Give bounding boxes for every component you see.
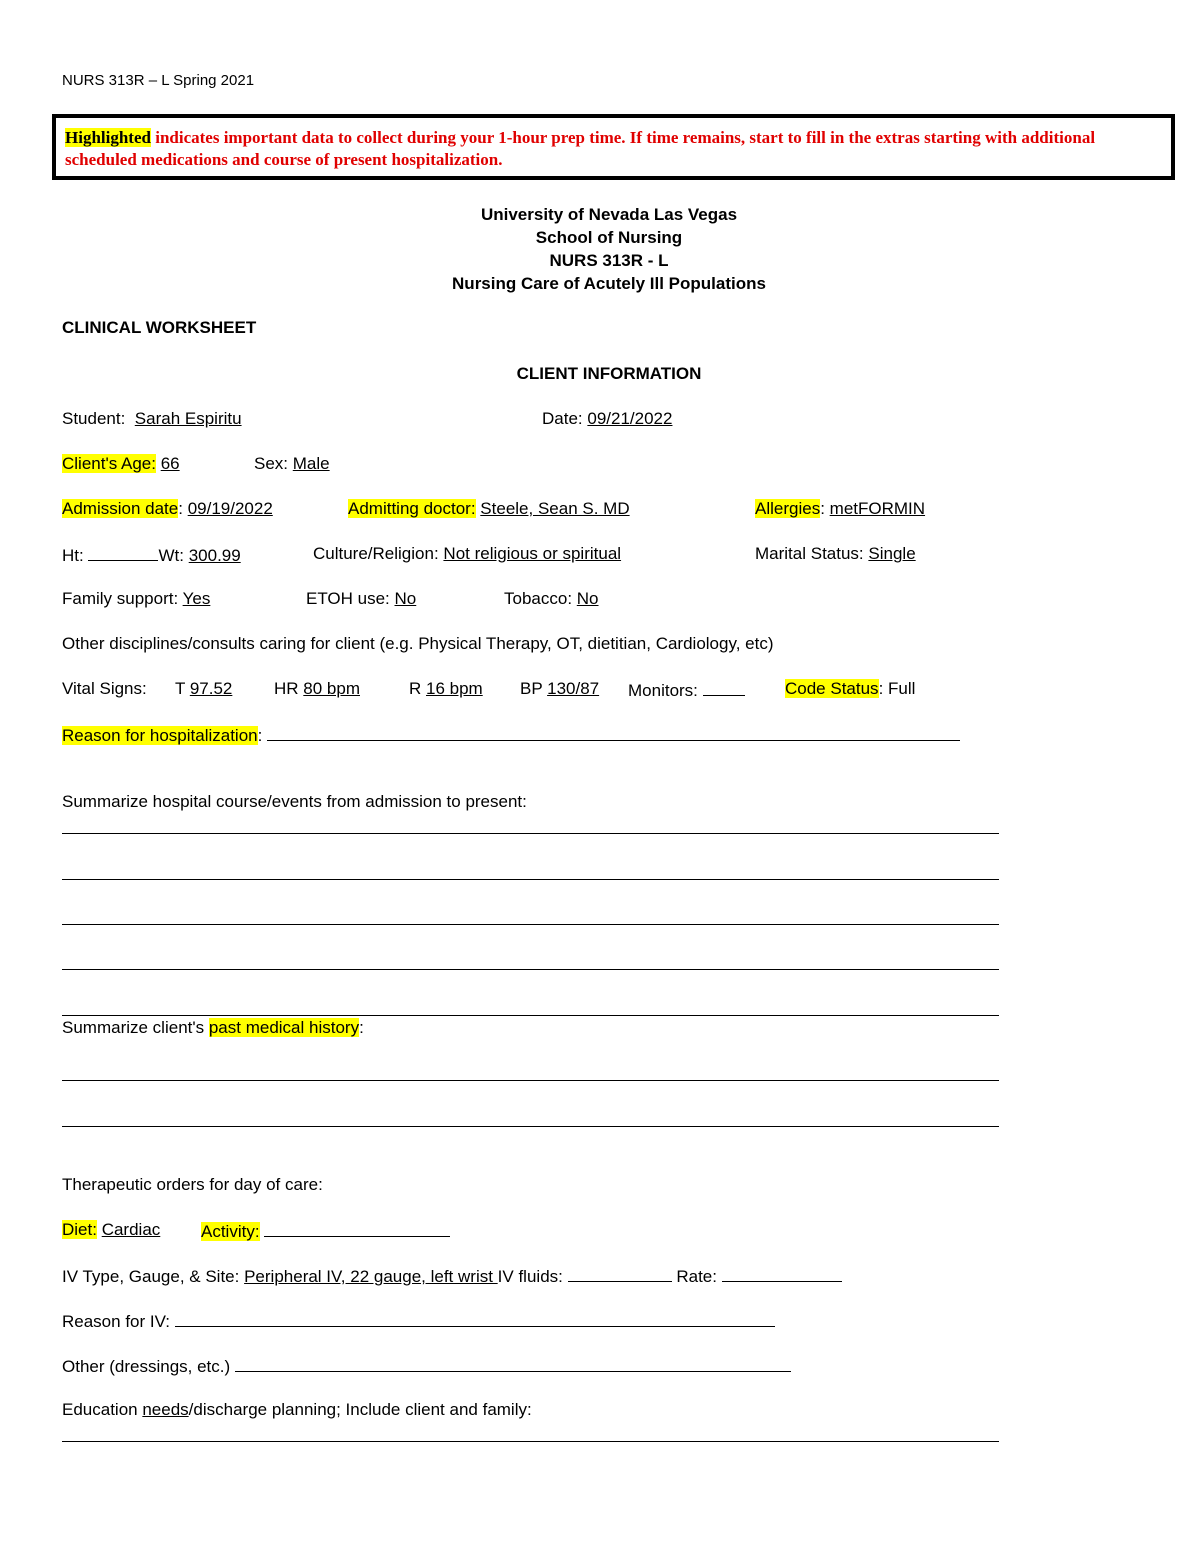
family-field [62,589,210,609]
admission-value: 09/19/2022 [187,499,273,518]
temp-field [175,679,232,699]
notice-body: indicates important data to collect during your 1-hour prep time. If time remains, start to fill in the extras starting with additional scheduled medications and course of present hospitalization. [65,128,1096,169]
family-value: Yes [182,589,211,608]
worksheet-title: CLINICAL WORKSHEET [62,318,257,337]
reason-iv-label: Reason for IV: [62,1312,171,1331]
height-label: Ht: [62,546,84,565]
doctor-field [348,499,630,519]
culture-label: Culture/Religion: [313,544,439,563]
temp-label: T [175,679,186,698]
weight-label: Wt: [158,546,184,565]
doctor-label: Admitting doctor: [348,499,476,518]
reason-hosp-field: Reason for hospitalization: [62,724,960,746]
age-label: Client's Age: [62,454,156,473]
bp-value: 130/87 [547,679,600,698]
pmh-field: Summarize client's past medical history: [62,1018,364,1037]
sex-value: Male [292,454,330,473]
vitals-label: Vital Signs: [62,679,147,698]
school-title: School of Nursing [535,228,683,247]
date-value: 09/21/2022 [587,409,673,428]
client-info-title: CLIENT INFORMATION [516,364,702,383]
course-term-header: NURS 313R – L Spring 2021 [62,72,255,89]
sex-field [254,454,330,474]
diet-field [62,1220,160,1240]
activity-field [201,1220,450,1242]
resp-label: R [409,679,422,698]
pmh-line-2 [62,1126,999,1127]
activity-label: Activity: [201,1222,260,1241]
tobacco-field [504,589,599,609]
hr-value: 80 bpm [303,679,360,698]
date-label: Date: [542,409,583,428]
etoh-field [306,589,416,609]
bp-label: BP [520,679,543,698]
other-label: Other (dressings, etc.) [62,1357,231,1376]
instruction-notice-text [65,127,1165,171]
hospital-course-label: Summarize hospital course/events from admission to present: [62,792,527,811]
reason-iv-field [62,1310,775,1332]
iv-label: IV Type, Gauge, & Site: [62,1267,240,1286]
height-weight-field [62,544,241,566]
iv-fluids-label: IV fluids: [497,1267,563,1286]
allergies-label: Allergies [755,499,821,518]
age-value: 66 [160,454,180,473]
hospital-course-line-4 [62,969,999,970]
hr-label: HR [274,679,299,698]
allergies-field: Allergies: metFORMIN [755,499,926,518]
culture-value: Not religious or spiritual [443,544,622,563]
reason-hosp-blank [267,724,960,741]
code-status-label: Code Status [785,679,879,698]
marital-field [755,544,916,564]
other-field [62,1355,791,1377]
disciplines-text: Other disciplines/consults caring for client (e.g. Physical Therapy, OT, dietitian, Cardiology, etc) [62,634,774,653]
education-needs: needs [142,1400,189,1419]
marital-label: Marital Status: [755,544,864,563]
activity-blank [264,1220,450,1237]
student-value: Sarah Espiritu [134,409,242,428]
monitors-blank [703,679,745,696]
temp-value: 97.52 [189,679,233,698]
age-field [62,454,180,474]
diet-value: Cardiac [101,1220,161,1239]
hr-field [274,679,360,699]
bp-field [520,679,599,699]
hospital-course-line-5 [62,1015,999,1016]
monitors-label: Monitors: [628,681,698,700]
iv-rate-blank [722,1265,842,1282]
diet-label: Diet: [62,1220,97,1239]
monitors-field [628,679,745,701]
notice-highlight-word: Highlighted [65,128,151,147]
marital-value: Single [868,544,916,563]
pmh-prefix: Summarize client's [62,1018,209,1037]
therapeutic-label: Therapeutic orders for day of care: [62,1175,323,1194]
iv-value: Peripheral IV, 22 gauge, left wrist [244,1267,498,1286]
education-line-1 [62,1441,999,1442]
reason-iv-blank [175,1310,775,1327]
height-blank [88,544,158,561]
hospital-course-line-1 [62,833,999,834]
family-label: Family support: [62,589,179,608]
iv-rate-label: Rate: [676,1267,717,1286]
admission-label: Admission date [62,499,179,518]
hospital-course-line-2 [62,879,999,880]
etoh-value: No [394,589,417,608]
resp-field [409,679,483,699]
instruction-notice-box [52,114,1175,180]
admission-field: Admission date: 09/19/2022 [62,499,273,518]
education-field [62,1400,532,1420]
other-blank [235,1355,791,1372]
culture-field [313,544,621,564]
tobacco-value: No [576,589,599,608]
education-suffix: /discharge planning; Include client and family: [188,1400,532,1419]
iv-fluids-blank [568,1265,672,1282]
course-name-title: Nursing Care of Acutely Ill Populations [452,274,766,293]
resp-value: 16 bpm [426,679,483,698]
iv-field [62,1265,842,1287]
code-status-value: Full [888,679,916,698]
student-label: Student: [62,409,126,428]
weight-value: 300.99 [188,546,241,565]
etoh-label: ETOH use: [306,589,390,608]
university-title: University of Nevada Las Vegas [480,205,738,224]
education-prefix: Education [62,1400,143,1419]
date-field [542,409,672,429]
pmh-highlight: past medical history [208,1018,360,1037]
code-status-field: Code Status: Full [785,679,916,698]
reason-hosp-label: Reason for hospitalization [62,726,258,745]
tobacco-label: Tobacco: [504,589,573,608]
allergies-value: metFORMIN [829,499,926,518]
course-title: NURS 313R - L [549,251,669,270]
pmh-line-1 [62,1080,999,1081]
student-field [62,409,242,429]
hospital-course-line-3 [62,924,999,925]
doctor-value: Steele, Sean S. MD [480,499,630,518]
sex-label: Sex: [254,454,289,473]
